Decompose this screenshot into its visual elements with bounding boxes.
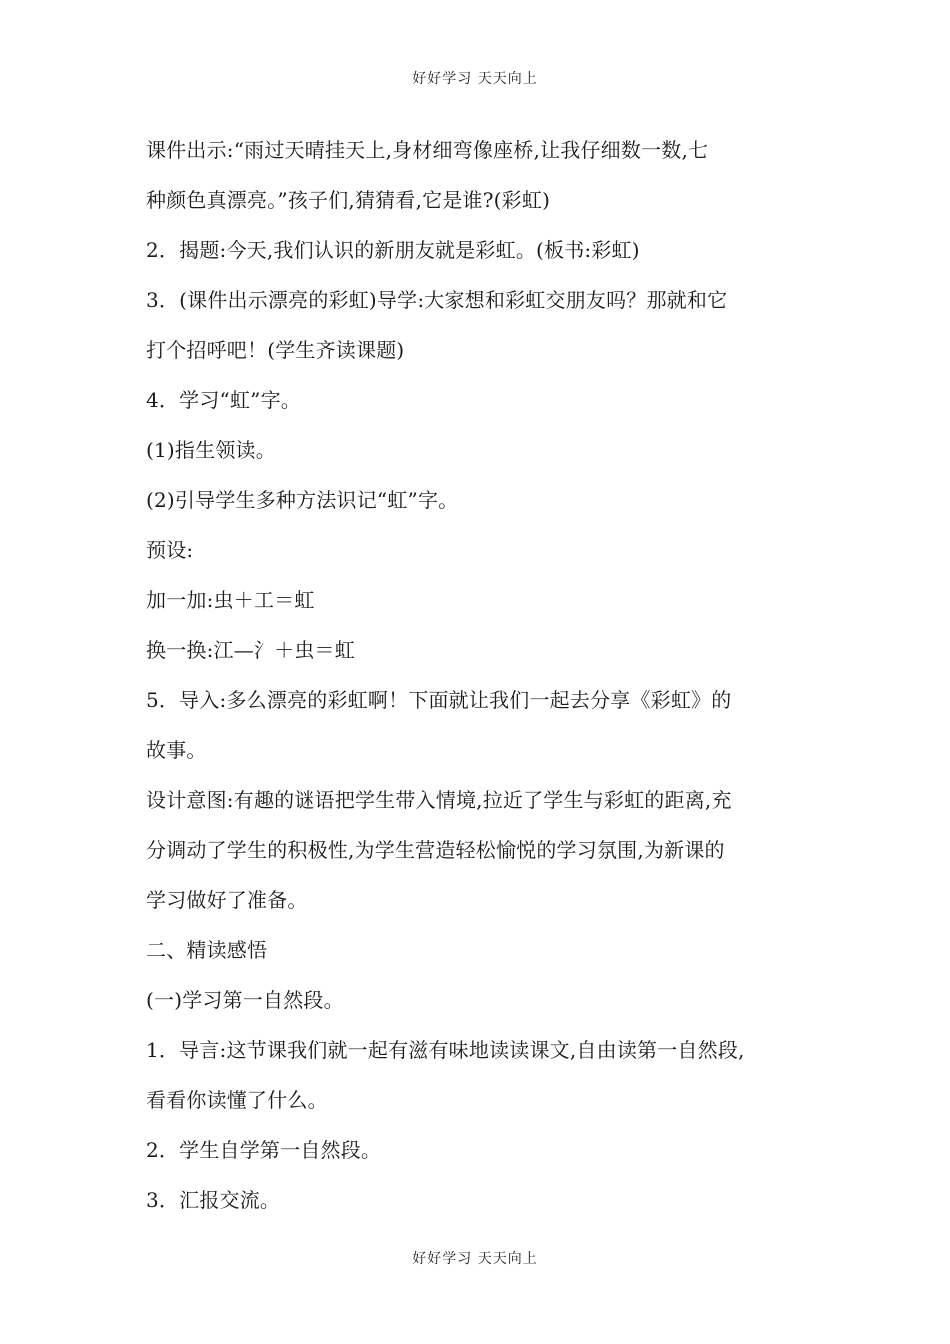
- text-line: 预设:: [146, 538, 194, 562]
- text-line: 3．(课件出示漂亮的彩虹)导学:大家想和彩虹交朋友吗？那就和它: [146, 288, 728, 312]
- text-line: 2．揭题:今天,我们认识的新朋友就是彩虹。(板书:彩虹): [146, 238, 640, 262]
- text-line: 课件出示:“雨过天晴挂天上,身材细弯像座桥,让我仔细数一数,七: [146, 138, 709, 162]
- text-line: 学习做好了准备。: [146, 888, 308, 912]
- document-body: [146, 132, 818, 1232]
- page-header: 好好学习 天天向上: [412, 71, 538, 87]
- text-line: 换一换:江—氵＋虫＝虹: [146, 638, 355, 662]
- text-line: 打个招呼吧！(学生齐读课题): [146, 338, 405, 362]
- text-line: 3．汇报交流。: [146, 1188, 281, 1212]
- text-line: 设计意图:有趣的谜语把学生带入情境,拉近了学生与彩虹的距离,充: [146, 788, 732, 812]
- text-line: 种颜色真漂亮。”孩子们,猜猜看,它是谁?(彩虹): [146, 188, 551, 212]
- text-line: 分调动了学生的积极性,为学生营造轻松愉悦的学习氛围,为新课的: [146, 838, 725, 862]
- text-line: 看看你读懂了什么。: [146, 1088, 328, 1112]
- page-footer: 好好学习 天天向上: [412, 1251, 538, 1267]
- text-line: 5．导入:多么漂亮的彩虹啊！下面就让我们一起去分享《彩虹》的: [146, 688, 732, 712]
- text-line: 4．学习“虹”字。: [146, 388, 301, 412]
- text-line: 2．学生自学第一自然段。: [146, 1138, 382, 1162]
- section-heading: 二、精读感悟: [146, 938, 268, 962]
- text-line: 加一加:虫＋工＝虹: [146, 588, 315, 612]
- text-line: (一)学习第一自然段。: [146, 988, 344, 1012]
- text-line: (1)指生领读。: [146, 438, 276, 462]
- text-line: 1．导言:这节课我们就一起有滋有味地读读课文,自由读第一自然段,: [146, 1038, 745, 1062]
- text-line: (2)引导学生多种方法识记“虹”字。: [146, 488, 459, 512]
- text-line: 故事。: [146, 738, 207, 762]
